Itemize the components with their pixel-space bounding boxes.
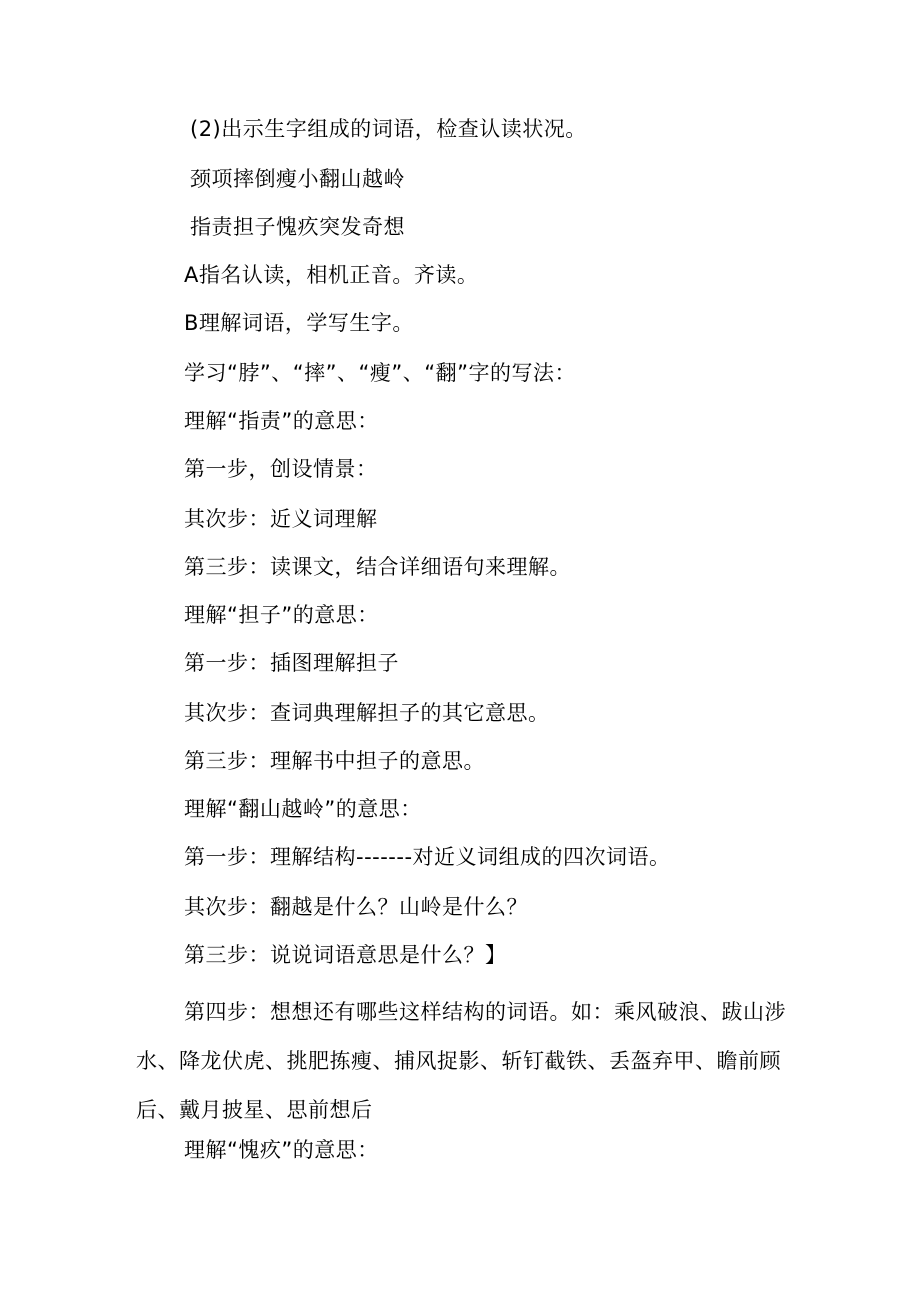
text-line-zhize-step-3: 第三步：读课文，结合详细语句来理解。 [184,555,571,579]
text-paragraph-step-4: 第四步：想想还有哪些这样结构的词语。如：乘风破浪、跋山涉水、降龙伏虎、挑肥拣瘦、捕风捉影、斩钉截铁、丢盔弃甲、瞻前顾后、戴月披星、思前想后 [136,1000,786,1122]
text-line-writing: 学习“脖”、“摔”、“瘦”、“翻”字的写法： [184,361,577,385]
text-line-word-list-1: 颈项摔倒瘦小翻山越岭 [190,167,405,191]
text-line-fanshan-step-2: 其次步：翻越是什么？山岭是什么？ [184,895,528,919]
text-line-fanshan-step-1: 第一步：理解结构-------对近义词组成的四次词语。 [184,845,671,869]
text-line-check-reading: (2)出示生字组成的词语，检查认读状况。 [190,117,587,141]
text-line-danzi-step-3: 第三步：理解书中担子的意思。 [184,749,485,773]
text-line-understand-zhize: 理解“指责”的意思： [184,409,379,433]
text-line-zhize-step-2: 其次步：近义词理解 [184,507,378,531]
text-line-understand-fanshan: 理解“翻山越岭”的意思： [184,797,422,821]
text-line-step-a: A指名认读，相机正音。齐读。 [184,263,479,287]
text-line-fanshan-step-3: 第三步：说说词语意思是什么？】 [184,943,507,967]
text-line-word-list-2: 指责担子愧疚突发奇想 [190,215,405,239]
text-line-danzi-step-1: 第一步：插图理解担子 [184,651,399,675]
text-line-zhize-step-1: 第一步，创设情景： [184,457,378,481]
text-line-step-b: B理解词语，学写生字。 [184,311,414,335]
text-line-danzi-step-2: 其次步：查词典理解担子的其它意思。 [184,701,550,725]
text-line-understand-kuijiu: 理解“愧疚”的意思： [184,1138,379,1162]
text-line-understand-danzi: 理解“担子”的意思： [184,603,379,627]
